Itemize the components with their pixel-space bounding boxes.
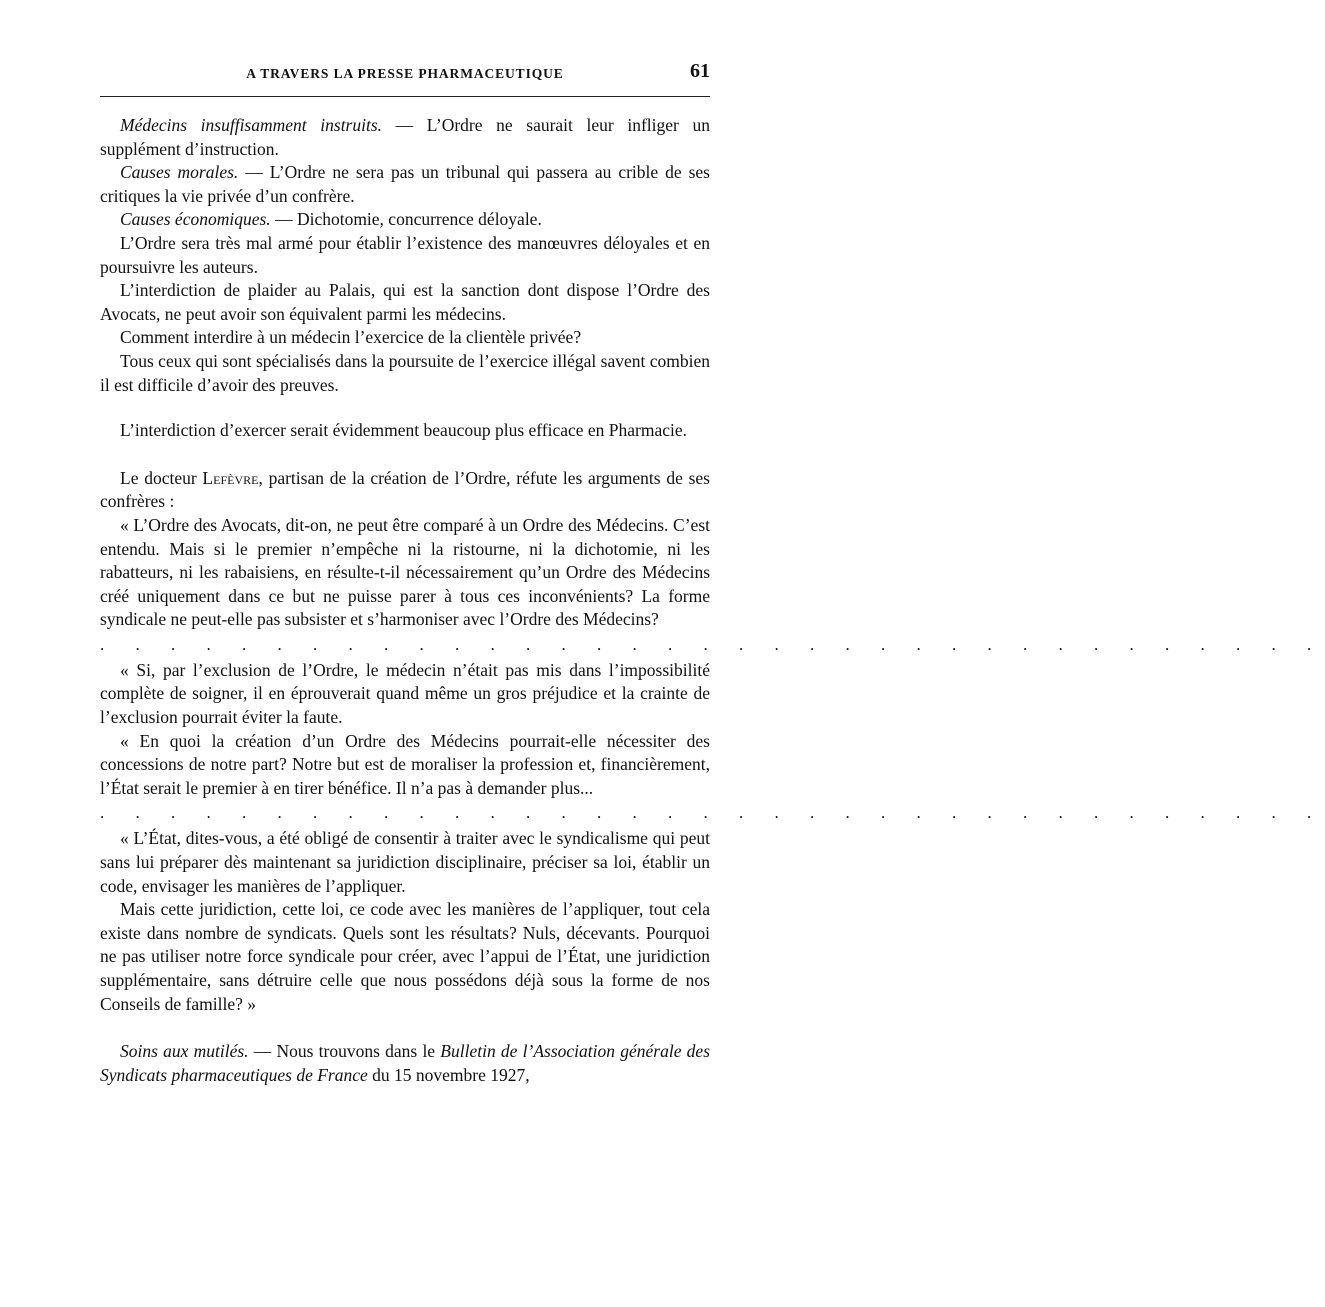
running-title: A TRAVERS LA PRESSE PHARMACEUTIQUE (246, 66, 564, 81)
section-head: Médecins insuffisamment instruits. (120, 115, 383, 135)
paragraph-text: , partisan de la création de l’Ordre, réfute les arguments de ses confrères : (100, 467, 710, 512)
paragraph-causes-morales (100, 161, 710, 208)
header-rule (100, 96, 710, 97)
quote-paragraph: Mais cette juridiction, cette loi, ce code avec les manières de l’appliquer, tout cela existe dans nombre de syndicats. Quels sont les résultats? Nuls, décevants. Pourquoi ne pas utiliser notre force syndicale pour créer, avec l’appui de l’État, une juridiction supplémentaire, sans détruire celle que nous possédons déjà sous la forme de nos Conseils de famille? » (100, 899, 710, 1014)
paragraph: L’interdiction de plaider au Palais, qui est la sanction dont dispose l’Ordre des Avocats, ne peut avoir son équivalent parmi les médecins. (100, 280, 710, 324)
spacer (100, 397, 710, 419)
paragraph-text: — Dichotomie, concurrence déloyale. (270, 209, 542, 230)
paragraph-causes-economiques (100, 208, 710, 232)
paragraph-text: du 15 novembre 1927, (367, 1064, 530, 1085)
section-head: Causes économiques. (120, 209, 271, 230)
paragraph: Tous ceux qui sont spécialisés dans la poursuite de l’exercice illégal savent combien il est difficile d’avoir des preuves. (100, 350, 710, 395)
paragraph-text: — L’Ordre ne sera pas un tribunal qui passera au crible de ses critiques la vie privée d’un confrère. (100, 162, 710, 206)
ellipsis-dots-line: . . . . . . . . . . . . . . . . . . . . . . . . . . . . . . . . . . . (100, 803, 1325, 823)
paragraph: L’interdiction d’exercer serait évidemment beaucoup plus efficace en Pharmacie. (120, 420, 688, 441)
paragraph-text: Le docteur (120, 467, 203, 488)
page-header (100, 60, 710, 88)
quote-paragraph: « L’Ordre des Avocats, dit-on, ne peut être comparé à un Ordre des Médecins. C’est entendu. Mais si le premier n’empêche ni la ristourne, ni la dichotomie, ni les rabatteurs, ni les rabaisiens, en résulte-t-il nécessairement qu’un Ordre des Médecins créé uniquement dans ce but ne puisse parer à tous ces inconvénients? La forme syndicale ne peut-elle pas subsister et s’harmoniser avec l’Ordre des Médecins? (100, 514, 710, 630)
paragraph-text: — Nous trouvons dans le (248, 1041, 441, 1062)
ellipsis-dots-line: . . . . . . . . . . . . . . . . . . . . . . . . . . . . . . . . . . . (100, 634, 1325, 654)
paragraph-text: — L’Ordre ne saurait leur infliger un supplément d’instruction. (100, 115, 710, 159)
quote-paragraph: « En quoi la création d’un Ordre des Médecins pourrait-elle nécessiter des concessions de notre part? Notre but est de moraliser la profession et, financièrement, l’État serait le premier à en tirer bénéfice. Il n’a pas à demander plus... (100, 730, 710, 798)
body-text (100, 114, 1325, 1087)
paragraph: Comment interdire à un médecin l’exercice de la clientèle privée? (120, 327, 582, 348)
section-head: Causes morales. (120, 162, 239, 183)
publication-title: Bulletin de l’Association générale des Syndicats pharmaceutiques de France (100, 1041, 711, 1085)
quote-paragraph: « L’État, dites-vous, a été obligé de consentir à traiter avec le syndicalisme qui peut sans lui préparer dès maintenant sa juridiction disciplinaire, préciser sa loi, établir un code, envisager les manières de l’appliquer. (100, 828, 710, 896)
paragraph-lefevre (100, 467, 710, 514)
spacer (100, 443, 710, 467)
page-number: 61 (690, 60, 710, 82)
author-name: Lefèvre (202, 467, 259, 488)
paragraph: L’Ordre sera très mal armé pour établir l’existence des manœuvres déloyales et en poursuivre les auteurs. (100, 232, 710, 277)
spacer (100, 1016, 710, 1040)
section-head: Soins aux mutilés. (120, 1041, 249, 1062)
paragraph-medecins-insuffisamment-instruits (100, 114, 710, 161)
paragraph-soins-aux-mutiles (100, 1040, 710, 1087)
quote-paragraph: « Si, par l’exclusion de l’Ordre, le médecin n’était pas mis dans l’impossibilité complète de soigner, il en éprouverait quand même un gros préjudice et la crainte de l’exclusion pourrait éviter la faute. (100, 659, 710, 728)
